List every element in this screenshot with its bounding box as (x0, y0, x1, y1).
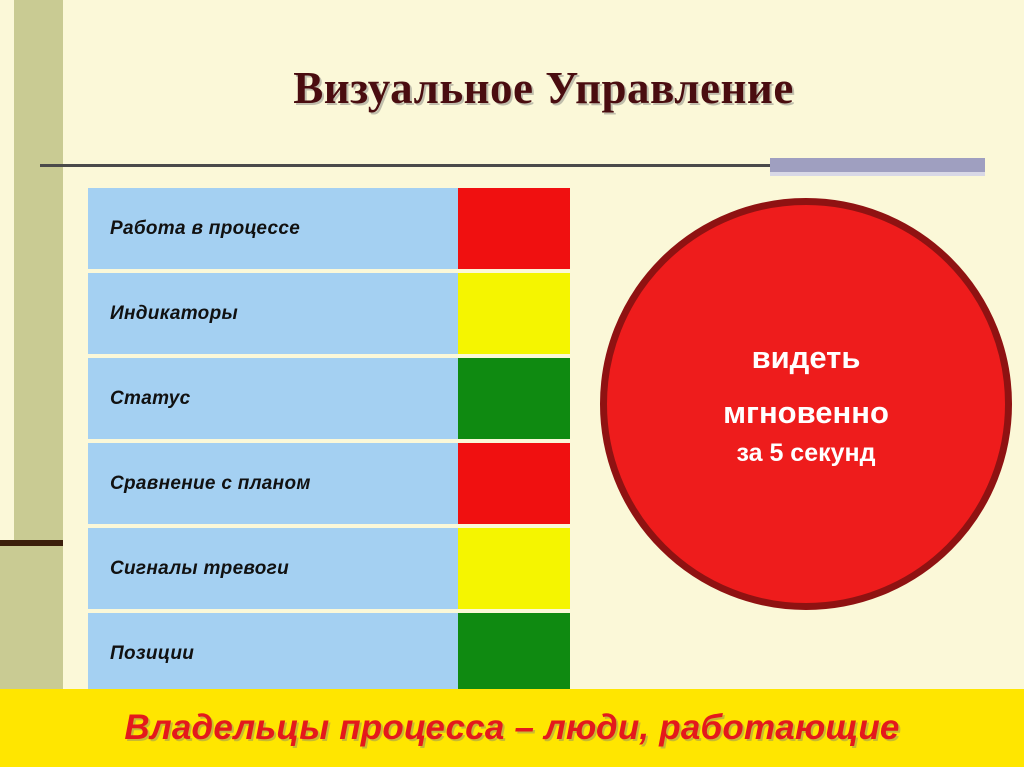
table-row (88, 613, 570, 694)
circle-line-2: мгновенно (723, 394, 889, 430)
visual-management-table (88, 188, 570, 694)
red-circle-callout (600, 198, 1012, 610)
bottom-banner (0, 689, 1024, 767)
left-band-inner (14, 0, 63, 540)
table-row-color-swatch (458, 188, 570, 269)
table-row (88, 188, 570, 269)
left-band-notch (0, 0, 14, 540)
table-row-color-swatch (458, 528, 570, 609)
table-row (88, 528, 570, 609)
bottom-banner-text: Владельцы процесса – люди, работающие (124, 708, 900, 747)
table-row-label: Сравнение с планом (88, 443, 458, 524)
circle-line-1: видеть (751, 340, 861, 375)
table-row (88, 443, 570, 524)
page-title: Визуальное Управление (293, 63, 794, 113)
title-divider-highlight (770, 158, 985, 176)
table-row (88, 273, 570, 354)
table-row-label: Сигналы тревоги (88, 528, 458, 609)
table-row-color-swatch (458, 358, 570, 439)
table-row-color-swatch (458, 443, 570, 524)
circle-line-3: за 5 секунд (736, 438, 876, 467)
table-row-label: Позиции (88, 613, 458, 694)
table-row-label: Статус (88, 358, 458, 439)
table-row-label: Работа в процессе (88, 188, 458, 269)
table-row (88, 358, 570, 439)
table-row-label: Индикаторы (88, 273, 458, 354)
left-band-accent-line (0, 540, 63, 546)
table-row-color-swatch (458, 613, 570, 694)
table-row-color-swatch (458, 273, 570, 354)
